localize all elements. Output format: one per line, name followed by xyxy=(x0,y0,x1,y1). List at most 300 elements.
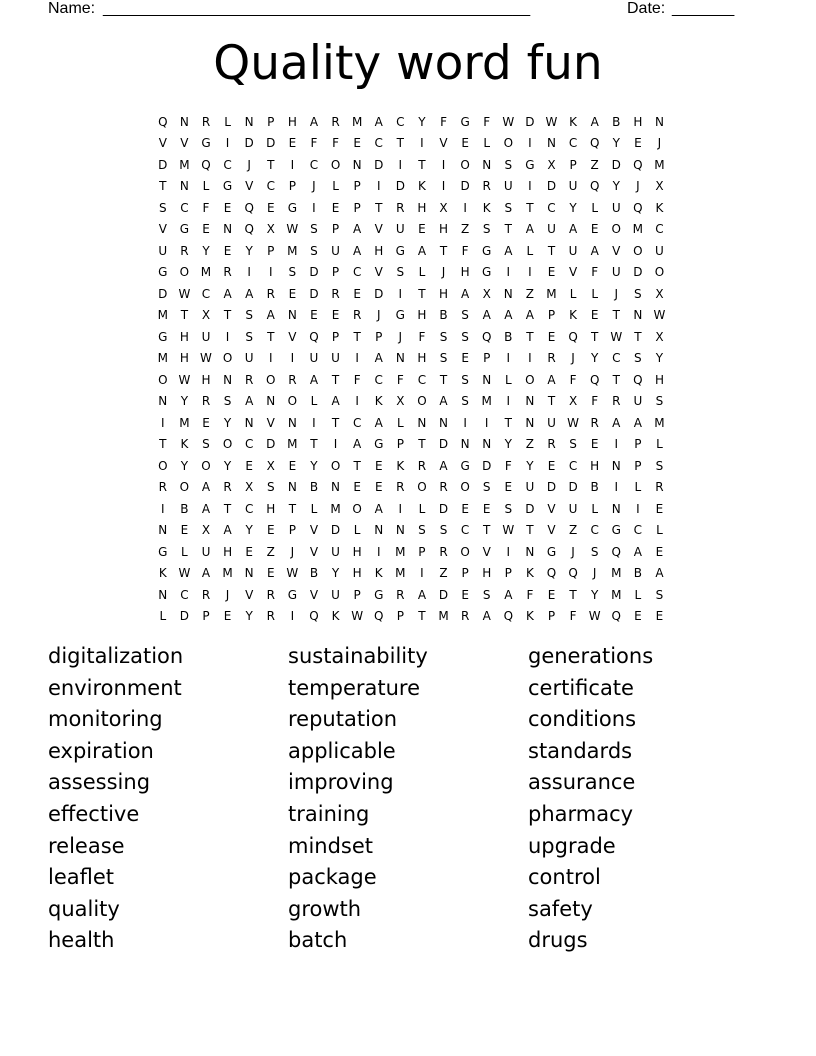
grid-letter[interactable]: A xyxy=(245,286,254,301)
grid-letter[interactable]: R xyxy=(396,587,405,602)
grid-letter[interactable]: S xyxy=(439,351,448,366)
grid-letter[interactable]: A xyxy=(309,372,319,387)
grid-letter[interactable]: E xyxy=(590,308,599,323)
grid-letter[interactable]: E xyxy=(655,544,664,559)
grid-letter[interactable]: R xyxy=(201,587,211,602)
grid-letter[interactable]: I xyxy=(355,394,359,409)
grid-letter[interactable]: W xyxy=(286,566,299,581)
grid-letter[interactable]: S xyxy=(590,544,599,559)
grid-letter[interactable]: A xyxy=(633,415,642,430)
grid-letter[interactable]: O xyxy=(287,394,298,409)
grid-letter[interactable]: H xyxy=(374,243,384,258)
grid-letter[interactable]: Q xyxy=(374,609,384,624)
grid-letter[interactable]: P xyxy=(331,222,340,237)
grid-letter[interactable]: T xyxy=(267,329,275,344)
grid-letter[interactable]: X xyxy=(655,329,664,344)
grid-letter[interactable]: E xyxy=(547,265,556,280)
grid-letter[interactable]: H xyxy=(633,114,643,129)
grid-letter[interactable]: U xyxy=(547,222,556,237)
grid-letter[interactable]: E xyxy=(590,437,599,452)
grid-letter[interactable]: W xyxy=(200,351,212,366)
grid-letter[interactable]: M xyxy=(287,243,298,258)
grid-letter[interactable]: N xyxy=(439,415,448,430)
grid-letter[interactable]: T xyxy=(504,222,512,237)
grid-letter[interactable]: A xyxy=(353,222,362,237)
grid-letter[interactable]: T xyxy=(288,501,297,516)
grid-letter[interactable]: N xyxy=(374,523,384,538)
grid-letter[interactable]: L xyxy=(591,286,599,301)
grid-letter[interactable]: H xyxy=(654,372,664,387)
grid-letter[interactable]: R xyxy=(245,372,254,387)
grid-letter[interactable]: R xyxy=(158,480,167,495)
grid-letter[interactable]: O xyxy=(654,265,665,280)
grid-letter[interactable]: E xyxy=(266,523,275,538)
grid-letter[interactable]: N xyxy=(482,372,492,387)
grid-letter[interactable]: L xyxy=(591,501,599,516)
grid-letter[interactable]: A xyxy=(482,609,491,624)
grid-letter[interactable]: P xyxy=(547,609,556,624)
grid-letter[interactable]: E xyxy=(180,523,189,538)
grid-letter[interactable]: R xyxy=(417,458,427,473)
grid-letter[interactable]: D xyxy=(374,157,384,172)
grid-letter[interactable]: T xyxy=(612,372,620,387)
grid-letter[interactable]: Q xyxy=(611,544,621,559)
grid-letter[interactable]: I xyxy=(290,157,295,172)
grid-letter[interactable]: E xyxy=(223,200,232,215)
grid-letter[interactable]: C xyxy=(460,523,470,538)
grid-letter[interactable]: N xyxy=(525,544,535,559)
grid-letter[interactable]: E xyxy=(266,566,275,581)
grid-letter[interactable]: K xyxy=(655,200,664,215)
grid-letter[interactable]: V xyxy=(245,587,254,602)
grid-letter[interactable]: F xyxy=(504,458,512,473)
grid-letter[interactable]: E xyxy=(461,501,469,516)
grid-letter[interactable]: L xyxy=(656,523,663,538)
grid-letter[interactable]: Y xyxy=(418,114,426,129)
grid-letter[interactable]: R xyxy=(396,200,405,215)
grid-letter[interactable]: Z xyxy=(266,544,275,559)
grid-letter[interactable]: E xyxy=(288,286,297,301)
grid-letter[interactable]: F xyxy=(461,243,469,258)
grid-letter[interactable]: Z xyxy=(460,222,470,237)
grid-letter[interactable]: N xyxy=(525,415,535,430)
grid-letter[interactable]: A xyxy=(590,243,599,258)
grid-letter[interactable]: H xyxy=(482,566,492,581)
grid-letter[interactable]: R xyxy=(266,587,275,602)
grid-letter[interactable]: M xyxy=(611,587,622,602)
grid-letter[interactable]: O xyxy=(460,480,470,495)
grid-letter[interactable]: A xyxy=(374,351,383,366)
grid-letter[interactable]: D xyxy=(611,157,621,172)
grid-letter[interactable]: K xyxy=(374,566,383,581)
grid-letter[interactable]: H xyxy=(460,265,470,280)
grid-letter[interactable]: Q xyxy=(158,114,168,129)
grid-letter[interactable]: W xyxy=(178,372,191,387)
grid-letter[interactable]: V xyxy=(158,222,167,237)
grid-letter[interactable]: R xyxy=(288,372,297,387)
grid-letter[interactable]: I xyxy=(355,351,359,366)
grid-letter[interactable]: H xyxy=(223,544,233,559)
grid-letter[interactable]: O xyxy=(417,480,427,495)
grid-letter[interactable]: A xyxy=(201,480,211,495)
grid-letter[interactable]: N xyxy=(417,415,427,430)
grid-letter[interactable]: T xyxy=(267,157,275,172)
grid-letter[interactable]: K xyxy=(331,609,340,624)
grid-letter[interactable]: V xyxy=(309,544,319,559)
grid-letter[interactable]: V xyxy=(568,265,578,280)
grid-letter[interactable]: O xyxy=(525,372,535,387)
grid-letter[interactable]: L xyxy=(483,136,491,151)
grid-letter[interactable]: H xyxy=(266,501,276,516)
grid-letter[interactable]: A xyxy=(655,566,664,581)
grid-letter[interactable]: S xyxy=(655,458,664,473)
grid-letter[interactable]: F xyxy=(202,200,210,215)
grid-letter[interactable]: D xyxy=(546,179,557,194)
grid-letter[interactable]: A xyxy=(482,308,491,323)
grid-letter[interactable]: A xyxy=(504,587,513,602)
grid-letter[interactable]: A xyxy=(461,286,470,301)
grid-letter[interactable]: P xyxy=(331,265,340,280)
grid-letter[interactable]: U xyxy=(309,351,319,366)
grid-letter[interactable]: I xyxy=(398,157,403,172)
grid-letter[interactable]: I xyxy=(376,179,381,194)
grid-letter[interactable]: O xyxy=(503,136,514,151)
grid-letter[interactable]: F xyxy=(526,587,534,602)
grid-letter[interactable]: D xyxy=(330,523,341,538)
grid-letter[interactable]: O xyxy=(222,437,233,452)
grid-letter[interactable]: N xyxy=(266,394,276,409)
grid-letter[interactable]: U xyxy=(611,200,621,215)
grid-letter[interactable]: U xyxy=(611,265,621,280)
grid-letter[interactable]: B xyxy=(590,480,599,495)
grid-letter[interactable]: E xyxy=(547,458,556,473)
grid-letter[interactable]: R xyxy=(223,480,232,495)
grid-letter[interactable]: E xyxy=(288,136,297,151)
grid-letter[interactable]: U xyxy=(547,415,556,430)
grid-letter[interactable]: E xyxy=(353,136,361,151)
grid-letter[interactable]: Y xyxy=(245,609,253,624)
grid-letter[interactable]: D xyxy=(438,587,449,602)
grid-letter[interactable]: S xyxy=(461,308,469,323)
grid-letter[interactable]: H xyxy=(439,222,449,237)
grid-letter[interactable]: X xyxy=(568,394,578,409)
grid-letter[interactable]: D xyxy=(438,437,449,452)
grid-letter[interactable]: A xyxy=(590,114,599,129)
grid-letter[interactable]: E xyxy=(461,587,469,602)
grid-letter[interactable]: C xyxy=(309,157,319,172)
grid-letter[interactable]: A xyxy=(547,372,556,387)
grid-letter[interactable]: L xyxy=(569,286,577,301)
grid-letter[interactable]: R xyxy=(460,609,470,624)
grid-letter[interactable]: J xyxy=(592,566,597,581)
grid-letter[interactable]: A xyxy=(374,501,383,516)
grid-letter[interactable]: R xyxy=(612,394,621,409)
grid-letter[interactable]: B xyxy=(612,114,621,129)
grid-letter[interactable]: V xyxy=(547,523,556,538)
grid-letter[interactable]: P xyxy=(375,329,383,344)
grid-letter[interactable]: S xyxy=(569,437,577,452)
grid-letter[interactable]: A xyxy=(568,222,578,237)
grid-letter[interactable]: N xyxy=(158,523,168,538)
grid-letter[interactable]: P xyxy=(288,179,296,194)
grid-letter[interactable]: N xyxy=(633,308,643,323)
grid-letter[interactable]: O xyxy=(611,222,621,237)
grid-letter[interactable]: E xyxy=(310,308,318,323)
grid-letter[interactable]: A xyxy=(374,114,383,129)
grid-letter[interactable]: E xyxy=(482,501,491,516)
grid-letter[interactable]: U xyxy=(201,544,211,559)
grid-letter[interactable]: O xyxy=(417,394,427,409)
grid-letter[interactable]: T xyxy=(159,179,167,194)
grid-letter[interactable]: I xyxy=(420,136,424,151)
grid-letter[interactable]: Q xyxy=(568,329,578,344)
grid-letter[interactable]: T xyxy=(526,200,534,215)
grid-letter[interactable]: K xyxy=(569,114,578,129)
grid-letter[interactable]: C xyxy=(223,157,232,172)
grid-letter[interactable]: Z xyxy=(525,286,534,301)
grid-letter[interactable]: E xyxy=(223,243,232,258)
grid-letter[interactable]: Q xyxy=(503,609,514,624)
grid-letter[interactable]: C xyxy=(590,523,599,538)
grid-letter[interactable]: O xyxy=(330,458,341,473)
grid-letter[interactable]: S xyxy=(310,243,318,258)
grid-letter[interactable]: A xyxy=(633,544,642,559)
grid-letter[interactable]: S xyxy=(655,394,664,409)
grid-letter[interactable]: E xyxy=(547,329,556,344)
grid-letter[interactable]: L xyxy=(418,265,426,280)
grid-letter[interactable]: C xyxy=(417,372,427,387)
grid-letter[interactable]: S xyxy=(266,480,275,495)
grid-letter[interactable]: C xyxy=(180,587,189,602)
grid-letter[interactable]: M xyxy=(654,157,665,172)
grid-letter[interactable]: V xyxy=(158,136,167,151)
grid-letter[interactable]: Y xyxy=(655,351,664,366)
grid-letter[interactable]: E xyxy=(245,458,253,473)
grid-letter[interactable]: C xyxy=(547,200,556,215)
grid-letter[interactable]: L xyxy=(396,415,404,430)
grid-letter[interactable]: I xyxy=(506,265,511,280)
grid-letter[interactable]: M xyxy=(481,394,492,409)
grid-letter[interactable]: R xyxy=(547,437,556,452)
grid-letter[interactable]: P xyxy=(483,351,491,366)
grid-letter[interactable]: C xyxy=(180,200,189,215)
grid-letter[interactable]: A xyxy=(417,587,427,602)
grid-letter[interactable]: A xyxy=(439,458,448,473)
grid-letter[interactable]: M xyxy=(200,265,212,280)
grid-letter[interactable]: M xyxy=(395,566,406,581)
grid-letter[interactable]: S xyxy=(288,265,297,280)
grid-letter[interactable]: K xyxy=(374,394,383,409)
grid-letter[interactable]: M xyxy=(632,222,644,237)
grid-letter[interactable]: P xyxy=(267,114,275,129)
grid-letter[interactable]: E xyxy=(461,136,469,151)
grid-letter[interactable]: Q xyxy=(244,222,254,237)
grid-letter[interactable]: L xyxy=(591,200,599,215)
grid-letter[interactable]: R xyxy=(439,544,448,559)
grid-letter[interactable]: L xyxy=(526,243,534,258)
grid-letter[interactable]: I xyxy=(528,351,532,366)
grid-letter[interactable]: X xyxy=(201,308,211,323)
grid-letter[interactable]: M xyxy=(438,609,449,624)
grid-letter[interactable]: I xyxy=(225,136,230,151)
grid-letter[interactable]: V xyxy=(612,243,621,258)
grid-letter[interactable]: E xyxy=(223,609,232,624)
grid-letter[interactable]: A xyxy=(504,243,513,258)
grid-letter[interactable]: W xyxy=(653,308,666,323)
grid-letter[interactable]: J xyxy=(225,587,230,602)
grid-letter[interactable]: D xyxy=(266,437,276,452)
grid-letter[interactable]: C xyxy=(568,136,578,151)
grid-letter[interactable]: W xyxy=(567,415,580,430)
grid-letter[interactable]: O xyxy=(222,351,233,366)
grid-letter[interactable]: Q xyxy=(611,609,621,624)
grid-letter[interactable]: K xyxy=(525,609,534,624)
grid-letter[interactable]: T xyxy=(180,308,189,323)
grid-letter[interactable]: I xyxy=(528,265,532,280)
grid-letter[interactable]: D xyxy=(374,286,384,301)
grid-letter[interactable]: Y xyxy=(245,523,253,538)
grid-letter[interactable]: C xyxy=(352,415,362,430)
grid-letter[interactable]: I xyxy=(161,415,165,430)
grid-letter[interactable]: B xyxy=(504,329,513,344)
grid-letter[interactable]: S xyxy=(482,480,491,495)
grid-letter[interactable]: O xyxy=(330,157,341,172)
grid-letter[interactable]: V xyxy=(309,587,319,602)
grid-letter[interactable]: D xyxy=(482,458,492,473)
grid-letter[interactable]: E xyxy=(353,286,361,301)
grid-letter[interactable]: P xyxy=(547,308,556,323)
grid-letter[interactable]: I xyxy=(463,415,467,430)
grid-letter[interactable]: W xyxy=(610,329,623,344)
grid-letter[interactable]: Q xyxy=(633,372,643,387)
grid-letter[interactable]: V xyxy=(374,265,383,280)
grid-letter[interactable]: R xyxy=(331,286,340,301)
grid-letter[interactable]: D xyxy=(158,157,168,172)
grid-letter[interactable]: D xyxy=(309,265,319,280)
grid-letter[interactable]: A xyxy=(353,243,362,258)
grid-letter[interactable]: U xyxy=(568,501,578,516)
grid-letter[interactable]: P xyxy=(396,437,404,452)
grid-letter[interactable]: D xyxy=(568,480,578,495)
grid-letter[interactable]: Y xyxy=(612,179,620,194)
grid-letter[interactable]: Q xyxy=(589,136,600,151)
grid-letter[interactable]: H xyxy=(287,114,297,129)
grid-letter[interactable]: R xyxy=(396,480,405,495)
grid-letter[interactable]: B xyxy=(180,501,189,516)
grid-letter[interactable]: F xyxy=(332,136,339,151)
grid-letter[interactable]: E xyxy=(655,501,664,516)
grid-letter[interactable]: E xyxy=(634,136,642,151)
grid-letter[interactable]: Y xyxy=(223,458,232,473)
grid-letter[interactable]: A xyxy=(439,394,448,409)
grid-letter[interactable]: U xyxy=(568,179,578,194)
grid-letter[interactable]: T xyxy=(439,372,448,387)
grid-letter[interactable]: G xyxy=(482,243,492,258)
grid-letter[interactable]: A xyxy=(417,243,427,258)
grid-letter[interactable]: T xyxy=(159,437,167,452)
grid-letter[interactable]: Q xyxy=(568,566,578,581)
grid-letter[interactable]: H xyxy=(179,351,189,366)
grid-letter[interactable]: L xyxy=(181,544,188,559)
grid-letter[interactable]: E xyxy=(202,222,210,237)
grid-letter[interactable]: U xyxy=(395,222,405,237)
grid-letter[interactable]: Y xyxy=(202,243,210,258)
grid-letter[interactable]: A xyxy=(266,308,275,323)
grid-letter[interactable]: T xyxy=(504,415,512,430)
grid-letter[interactable]: X xyxy=(547,157,556,172)
grid-letter[interactable]: L xyxy=(504,372,512,387)
grid-letter[interactable]: K xyxy=(482,200,491,215)
grid-letter[interactable]: U xyxy=(655,243,664,258)
grid-letter[interactable]: S xyxy=(245,308,253,323)
grid-letter[interactable]: G xyxy=(395,308,405,323)
grid-letter[interactable]: O xyxy=(158,458,168,473)
grid-letter[interactable]: I xyxy=(225,329,230,344)
grid-letter[interactable]: Z xyxy=(568,523,578,538)
grid-letter[interactable]: L xyxy=(310,394,318,409)
grid-letter[interactable]: S xyxy=(418,523,426,538)
grid-letter[interactable]: T xyxy=(569,587,577,602)
grid-letter[interactable]: Y xyxy=(612,136,620,151)
grid-letter[interactable]: G xyxy=(374,437,384,452)
grid-letter[interactable]: D xyxy=(525,114,535,129)
grid-letter[interactable]: V xyxy=(547,501,556,516)
grid-letter[interactable]: R xyxy=(223,265,232,280)
grid-letter[interactable]: N xyxy=(179,179,189,194)
grid-letter[interactable]: B xyxy=(309,480,319,495)
date-field-line[interactable]: _______ xyxy=(672,0,735,17)
grid-letter[interactable]: N xyxy=(287,308,297,323)
grid-letter[interactable]: I xyxy=(290,351,295,366)
grid-letter[interactable]: R xyxy=(266,286,275,301)
grid-letter[interactable]: P xyxy=(353,587,361,602)
grid-letter[interactable]: H xyxy=(417,200,427,215)
grid-letter[interactable]: E xyxy=(266,200,275,215)
grid-letter[interactable]: Q xyxy=(309,609,319,624)
grid-letter[interactable]: Z xyxy=(590,157,599,172)
grid-letter[interactable]: L xyxy=(310,501,318,516)
grid-letter[interactable]: F xyxy=(591,265,599,280)
grid-letter[interactable]: H xyxy=(201,372,211,387)
grid-letter[interactable]: I xyxy=(333,437,338,452)
grid-letter[interactable]: I xyxy=(463,200,467,215)
grid-letter[interactable]: I xyxy=(636,501,640,516)
grid-letter[interactable]: N xyxy=(482,157,492,172)
grid-letter[interactable]: R xyxy=(201,394,211,409)
grid-letter[interactable]: N xyxy=(244,114,254,129)
grid-letter[interactable]: S xyxy=(504,200,513,215)
grid-letter[interactable]: Z xyxy=(439,566,448,581)
grid-letter[interactable]: Q xyxy=(589,179,600,194)
grid-letter[interactable]: V xyxy=(482,544,491,559)
grid-letter[interactable]: T xyxy=(396,136,404,151)
grid-letter[interactable]: I xyxy=(312,415,316,430)
grid-letter[interactable]: K xyxy=(158,566,167,581)
grid-letter[interactable]: T xyxy=(375,200,383,215)
grid-letter[interactable]: S xyxy=(310,222,318,237)
grid-letter[interactable]: X xyxy=(201,523,211,538)
grid-letter[interactable]: T xyxy=(634,329,642,344)
grid-letter[interactable]: K xyxy=(569,308,578,323)
grid-letter[interactable]: J xyxy=(657,136,662,151)
grid-letter[interactable]: C xyxy=(633,523,643,538)
grid-letter[interactable]: M xyxy=(395,544,406,559)
grid-letter[interactable]: A xyxy=(201,566,211,581)
grid-letter[interactable]: I xyxy=(247,265,251,280)
grid-letter[interactable]: N xyxy=(503,286,513,301)
grid-letter[interactable]: V xyxy=(374,222,383,237)
grid-letter[interactable]: V xyxy=(309,523,319,538)
